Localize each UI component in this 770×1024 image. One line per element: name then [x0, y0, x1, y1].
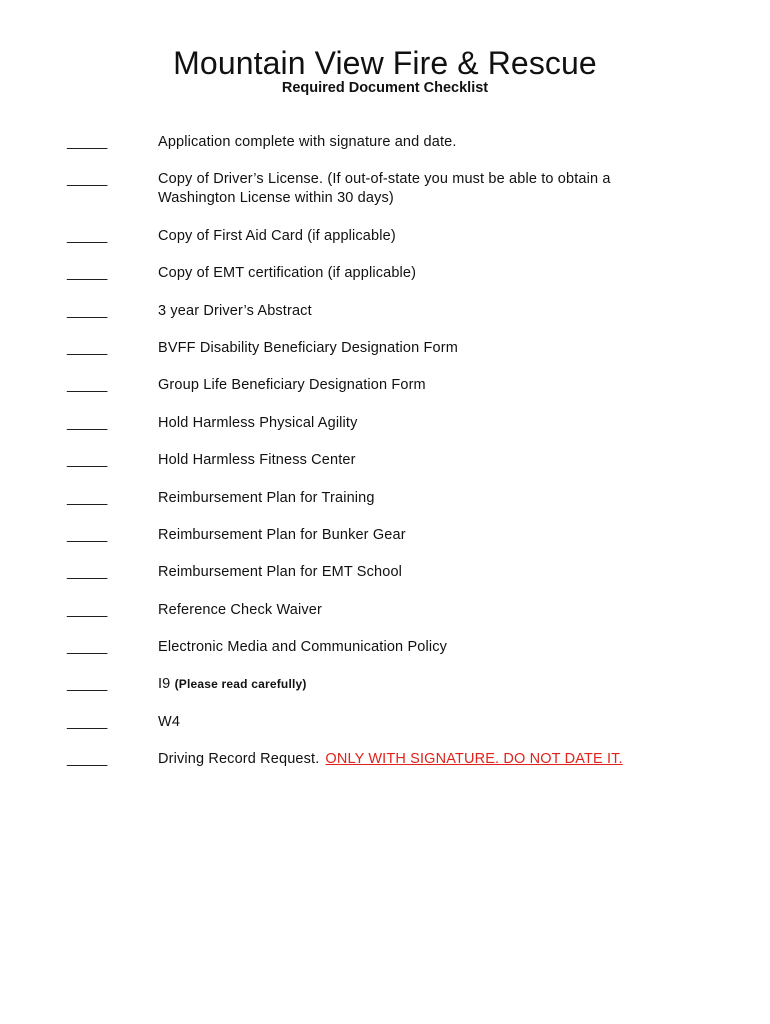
- checkbox-blank-line[interactable]: _____: [67, 751, 108, 768]
- checkbox-blank-line[interactable]: _____: [67, 227, 108, 244]
- checklist-item-text: 3 year Driver’s Abstract: [158, 302, 312, 319]
- checklist-item-text-wrapper: [158, 750, 638, 769]
- checklist-item: [0, 376, 770, 395]
- checkbox-blank-line[interactable]: _____: [67, 414, 108, 431]
- checkbox-blank-line[interactable]: _____: [67, 452, 108, 469]
- checklist-item: [0, 302, 770, 321]
- checklist-item: [0, 414, 770, 433]
- checklist-item-text: Copy of First Aid Card (if applicable): [158, 227, 396, 244]
- checklist-item-text: Application complete with signature and date.: [158, 134, 457, 150]
- checklist-item-text: I9: [158, 676, 171, 693]
- checkbox-blank-line[interactable]: _____: [67, 526, 108, 543]
- checklist-item: [0, 339, 770, 358]
- checklist-item: [0, 638, 770, 657]
- checkbox-blank-line[interactable]: _____: [67, 302, 108, 319]
- warning-note: ONLY WITH SIGNATURE. DO NOT DATE IT.: [325, 751, 623, 768]
- checkbox-blank-line[interactable]: _____: [67, 601, 108, 618]
- checkbox-blank-line[interactable]: _____: [67, 134, 108, 150]
- checklist-item: [0, 170, 770, 208]
- checklist-item-text: Reimbursement Plan for Training: [158, 489, 375, 506]
- checklist-subtitle: Required Document Checklist: [281, 80, 489, 96]
- checklist-item-text: Hold Harmless Fitness Center: [158, 452, 356, 469]
- document-checklist: [0, 133, 770, 788]
- checklist-item: [0, 750, 770, 769]
- checklist-item: [0, 451, 770, 470]
- checkbox-blank-line[interactable]: _____: [67, 377, 108, 394]
- page-title: Mountain View Fire & Rescue: [173, 45, 597, 82]
- checklist-item: [0, 133, 770, 152]
- checklist-item: [0, 526, 770, 545]
- checklist-item-text: Reference Check Waiver: [158, 601, 322, 618]
- checkbox-blank-line[interactable]: _____: [67, 265, 108, 282]
- checklist-item-text: Reimbursement Plan for Bunker Gear: [158, 526, 406, 543]
- checklist-item: [0, 227, 770, 246]
- checklist-item: [0, 675, 770, 694]
- checklist-item-text-wrapper: [158, 675, 638, 694]
- checklist-item: [0, 601, 770, 620]
- checklist-item-text: Group Life Beneficiary Designation Form: [158, 377, 426, 394]
- checklist-item-text: BVFF Disability Beneficiary Designation Form: [158, 339, 458, 356]
- checklist-item-note: (Please read carefully): [174, 677, 307, 692]
- checkbox-blank-line[interactable]: _____: [67, 639, 108, 656]
- checklist-item: [0, 563, 770, 582]
- checklist-item: [0, 264, 770, 283]
- checklist-item-text: Driving Record Request.: [158, 751, 320, 768]
- checklist-item-text: Hold Harmless Physical Agility: [158, 414, 358, 431]
- checkbox-blank-line[interactable]: _____: [67, 676, 108, 693]
- checklist-item-text: Copy of Driver’s License. (If out-of-state you must be able to obtain a Washington License within 30 days): [158, 171, 611, 207]
- checkbox-blank-line[interactable]: _____: [67, 489, 108, 506]
- checklist-item: [0, 713, 770, 732]
- checklist-item-text: W4: [158, 713, 181, 730]
- checklist-item-text: Electronic Media and Communication Policy: [158, 639, 448, 656]
- checkbox-blank-line[interactable]: _____: [67, 171, 108, 188]
- checklist-item: [0, 489, 770, 508]
- checklist-item-text: Copy of EMT certification (if applicable): [158, 265, 417, 282]
- checkbox-blank-line[interactable]: _____: [67, 713, 108, 730]
- checklist-item-text: Reimbursement Plan for EMT School: [158, 564, 403, 581]
- checkbox-blank-line[interactable]: _____: [67, 339, 108, 356]
- checkbox-blank-line[interactable]: _____: [67, 564, 108, 581]
